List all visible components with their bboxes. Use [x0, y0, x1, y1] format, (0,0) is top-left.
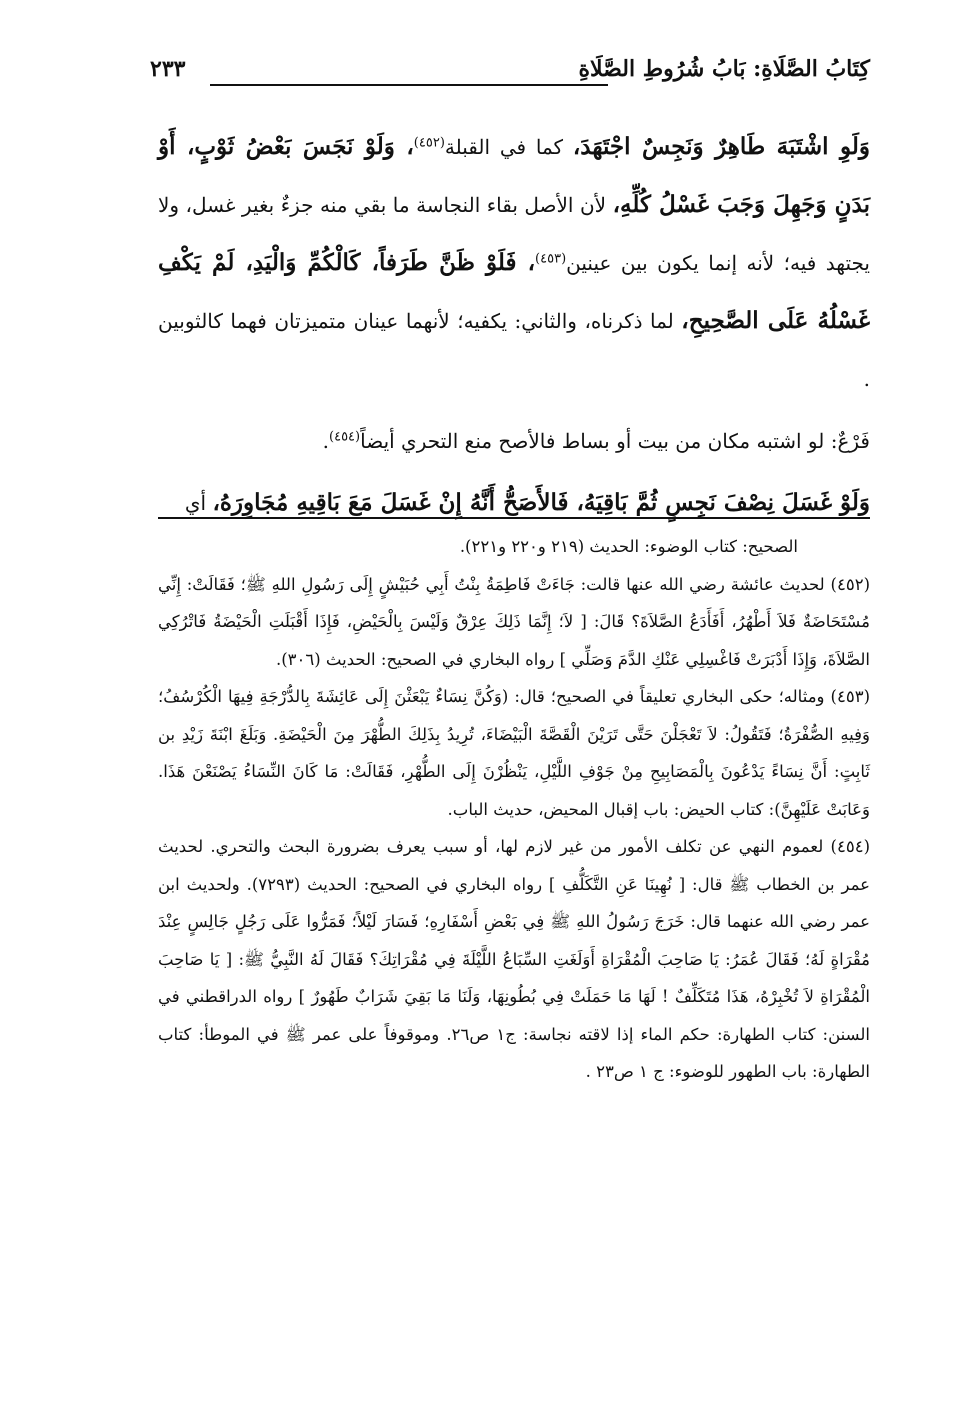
matn-text: وَلَوِ اشْتَبَهَ طَاهِرٌ وَنَجِسٌ اجْتَهَدَ،: [572, 133, 871, 160]
paragraph-2: [158, 412, 870, 470]
footnote-text: ومثاله؛ حكى البخاري تعليقاً في الصحيح؛ قال: (وَكُنَّ نِسَاءٌ يَبْعَثْنَ إِلَى عَائِشَةَ بِالدُّرْجَةِ فِيهَا الْكُرْسُفُ؛ وَفِيهِ الصُّفْرَةُ؛ فَتَقُولُ: لاَ تَعْجَلْنَ حَتَّى تَرَيْنَ الْقَصَّةَ الْبَيْضَاءَ، تُرِيدُ بِذَلِكَ الطُّهْرَ مِنَ الْحَيْضَةِ. وَبَلَغَ ابْنَةَ زَيْدِ بن ثَابِتٍ: أَنَّ نِسَاءً يَدْعُونَ بِالْمَصَابِيحِ مِنْ جَوْفِ اللَّيْلِ، يَنْظُرْنَ إِلَى الطُّهْرِ، فَقَالَتْ: مَا كَانَ النِّسَاءُ يَصْنَعْنَ هَذَا. وَعَابَتْ عَلَيْهِنَّ): كتاب الحيض: باب إقبال المحيض، حديث الباب.: [158, 687, 870, 819]
commentary-text: لأن الأصل بقاء النجاسة ما بقي منه جزءٌ بغير غسل، ولا يجتهد فيه؛ لأنه إنما يكون بين عينين: [158, 193, 870, 275]
header-rule: [210, 84, 608, 86]
matn-text: ، وَلَوْ نَجَسَ بَعْضُ ثَوْبٍ، أَوْ بَدَنٍ وَجَهِلَ وَجَبَ غَسْلُ كُلِّهِ،: [158, 133, 871, 218]
footnote-ref: (٤٥٤): [329, 429, 361, 445]
matn-text: وَلَوْ غَسَلَ نِصْفَ نَجِسٍ ثُمَّ بَاقِيَهُ، فَالأَصَحُّ أَنَّهُ إِنْ غَسَلَ مَعَ بَاقِيهِ مُجَاوِرَهُ،: [212, 489, 870, 516]
footnotes: [158, 528, 870, 1091]
footnote-number: (٤٥٢): [830, 574, 870, 594]
commentary-text: لو اشتبه مكان من بيت أو بساط فالأصح منع التحري أيضاً: [360, 429, 825, 453]
commentary-text: أي: [184, 491, 207, 515]
footnote-number: (٤٥٣): [830, 687, 870, 706]
commentary-text: لما ذكرناه، والثاني: يكفيه؛ لأنهما عينان متميزتان فهما كالثوبين .: [158, 309, 870, 391]
matn-text: ، فَلَوْ ظَنَّ طَرَفاً، كَالْكُمِّ وَالْيَدِ، لَمْ يَكْفِ غَسْلُهُ عَلَى الصَّحِيحِ،: [158, 249, 871, 334]
footnote-453: [158, 678, 870, 828]
footnote-text: لعموم النهي عن تكلف الأمور من غير لازم لها، أو سبب يعرف بضرورة البحث والتحري. لحديث عمر بن الخطاب ﷺ قال: [ نُهِينَا عَنِ التَّكَلُّفِ ] رواه البخاري في الصحيح: الحديث (٧٢٩٣). ولحديث ابن عمر رضي الله عنهما قال: خَرَجَ رَسُولُ اللهِ ﷺ فِي بَعْضِ أَسْفَارِهِ؛ فَسَارَ لَيْلاً؛ فَمَرُّوا عَلَى رَجُلٍ جَالِسٍ عِنْدَ مُقْرَاةٍ لَهُ؛ فَقَالَ عُمَرُ: يَا صَاحِبَ الْمُقْرَاةِ أَوَلَغَتِ السِّبَاعُ اللَّيْلَةَ فِي مُقْرَاتِكَ؟ فَقَالَ لَهُ النَّبِيُّ ﷺ: [ يَا صَاحِبَ الْمُقْرَاةِ لاَ تُخْبِرْهُ، هَذَا مُتَكَلِّفٌ ! لَهَا مَا حَمَلَتْ فِي بُطُونِهَا، وَلَنَا مَا بَقِيَ شَرَابٌ طَهُورٌ ] رواه الدراقطني في السنن: كتاب الطهارة: حكم الماء إذا لاقته نجاسة: ج١ ص٢٦. وموقوفاً على عمر ﷺ في الموطأ: كتاب الطهارة: باب الطهور للوضوء: ج ١ ص٢٣ .: [158, 837, 870, 1081]
footnote-divider: [158, 517, 870, 519]
footnote-ref: (٤٥٣): [535, 251, 567, 267]
commentary-text: كما في القبلة: [444, 135, 564, 159]
commentary-text: .: [322, 429, 330, 453]
footnote-text: لحديث عائشة رضي الله عنها قالت: جَاءَتْ فَاطِمَةُ بِنْتُ أَبِي حُبَيْشٍ إِلَى رَسُولِ اللهِ ﷺ؛ فَقَالَتْ: إِنِّي مُسْتَحَاضَةٌ فَلاَ أَطْهُرُ، أَفَأَدَعُ الصَّلاَةَ؟ قَالَ: [ لاَ؛ إِنَّمَا ذَلِكَ عِرْقٌ وَلَيْسَ بِالْحَيْضِ، فَإِذَا أَقْبَلَتِ الْحَيْضَةُ فَاتْرُكِي الصَّلاَةَ، وَإِذَا أَدْبَرَتْ فَاغْسِلِي عَنْكِ الدَّمَ وَصَلِّي ] رواه البخاري في الصحيح: الحديث (٣٠٦).: [158, 574, 870, 669]
page-number: ٢٣٣: [150, 56, 186, 82]
footnote-452: [158, 566, 870, 679]
footnote-number: (٤٥٤): [830, 837, 870, 856]
footnote-454: [158, 828, 870, 1091]
chapter-title: كِتَابُ الصَّلَاةِ: بَابُ شُرُوطِ الصَّلَاةِ: [578, 56, 870, 82]
paragraph-1: [158, 118, 870, 408]
branch-label: فَرْعٌ:: [830, 429, 870, 453]
footnote-continuation: الصحيح: كتاب الوضوء: الحديث (٢١٩ و٢٢٠ و٢٢١).: [459, 537, 798, 556]
footnote-ref: (٤٥٢): [413, 135, 445, 151]
running-header: [150, 56, 870, 96]
paragraph-3: [158, 474, 870, 532]
main-text: [158, 118, 870, 532]
